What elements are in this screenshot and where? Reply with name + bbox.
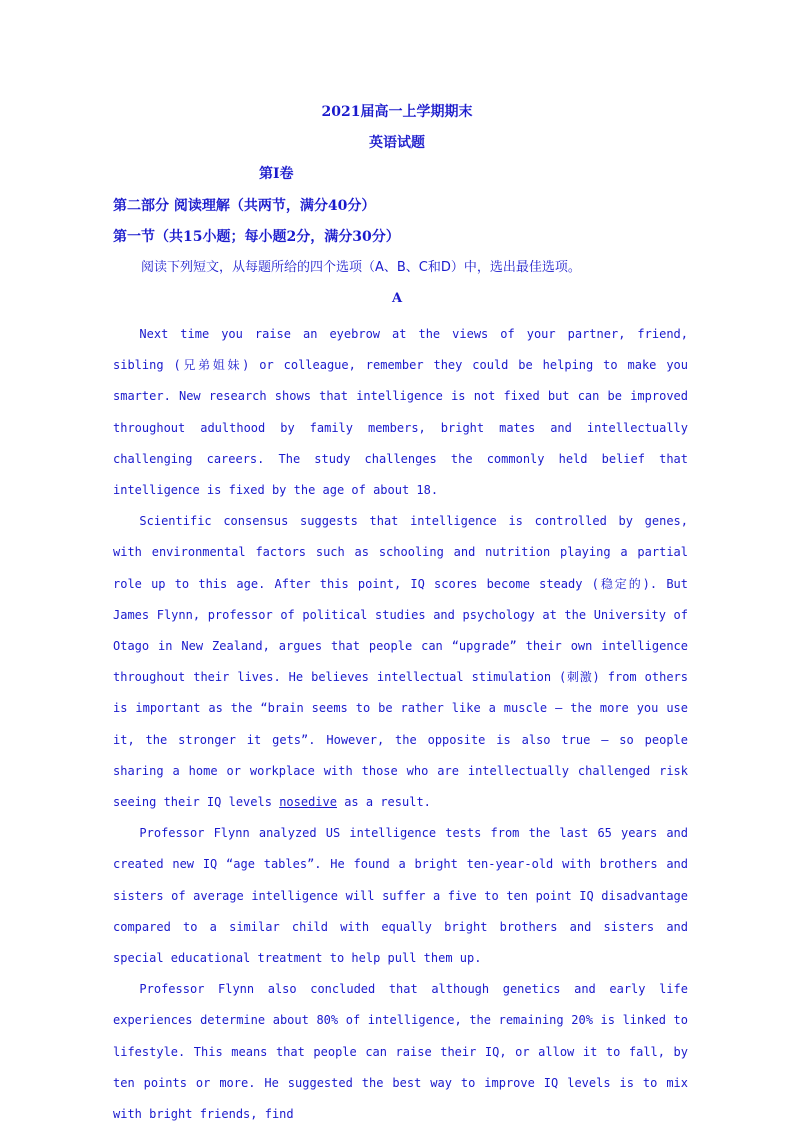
paragraph-4: Professor Flynn also concluded that although genetics and early life experiences determine about 80% of intelligence, the remaining 20% is linked to lifestyle. This means that people can raise their IQ, or allow it to fall, by ten points or more. He suggested the best way to improve IQ levels is to mix with bright friends, find [113,982,688,1122]
section-title: 第一节（共15小题；每小题2分，满分30分） [113,229,400,245]
instruction-text: 阅读下列短文，从每题所给的四个选项（A、B、C和D）中，选出最佳选项。 [141,260,581,275]
paragraph-2 [113,506,688,818]
part-title: 第二部分 阅读理解（共两节，满分40分） [113,198,376,214]
paragraph-3: Professor Flynn analyzed US intelligence tests from the last 65 years and created new IQ “age tables”. He found a bright ten-year-old with brothers and sisters of average intelligence will suffer a five to ten point IQ disadvantage compared to a similar child with equally bright brothers and sisters and special educational treatment to help pull them up. [113,826,688,966]
volume-label: 第I卷 [259,166,294,182]
passage-label: A [391,291,403,306]
paragraph-2-end: as a result. [336,795,431,810]
paragraph-2-text: Scientific consensus suggests that intelligence is controlled by genes, with environmental factors such as schooling and nutrition playing a partial role up to this age. After this point, IQ scores become steady (稳定的). But James Flynn, professor of political studies and psychology at the University of Otago in New Zealand, argues that people can “upgrade” their own intelligence throughout their lives. He believes intellectual stimulation (刺激) from others is important as the “brain seems to be rather like a muscle – the more you use it, the stronger it gets”. However, the opposite is also true – so people sharing a home or workplace with those who are intellectually challenged risk seeing their IQ levels [113,514,688,810]
subject-title: 英语试题 [369,135,425,151]
underlined-word: nosedive [279,795,337,810]
reading-passage [113,319,688,1130]
exam-title: 2021届高一上学期期末 [321,104,473,120]
paragraph-1: Next time you raise an eyebrow at the views of your partner, friend, sibling (兄弟姐妹) or colleague, remember they could be helping to make you smarter. New research shows that intelligence is not fixed but can be improved throughout adulthood by family members, bright mates and intellectually challenging careers. The study challenges the commonly held belief that intelligence is fixed by the age of about 18. [113,327,688,498]
